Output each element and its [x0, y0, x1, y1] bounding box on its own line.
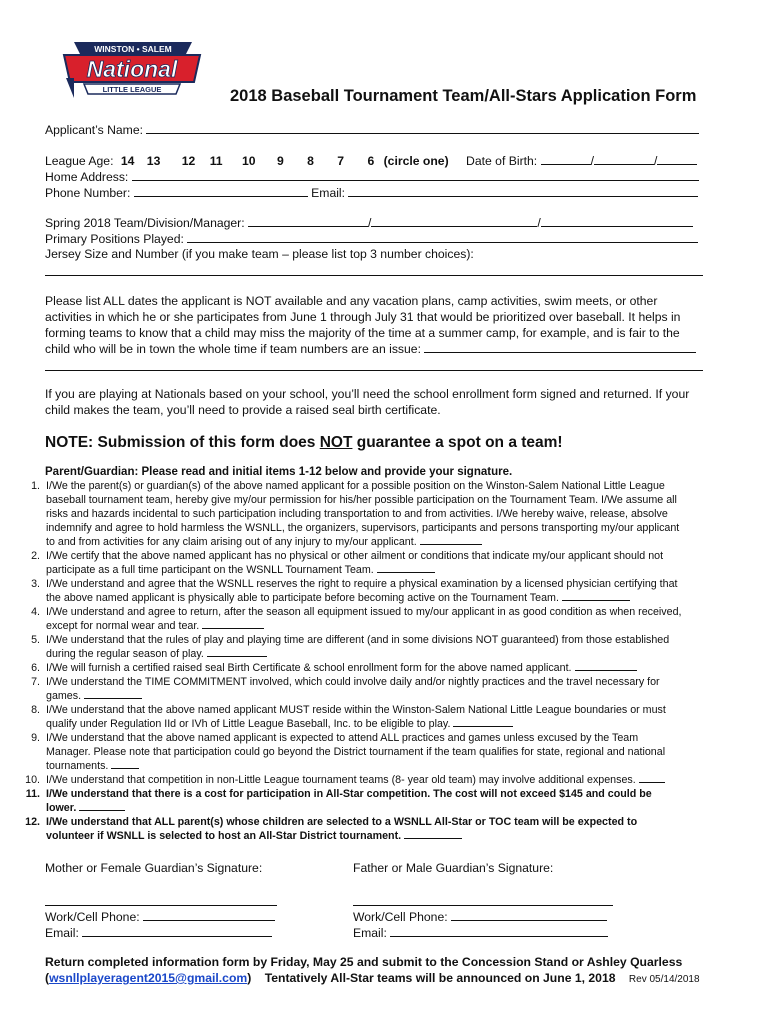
- note-prefix: NOTE: Submission of this form does: [45, 434, 320, 451]
- mother-email-field[interactable]: [82, 925, 272, 937]
- list-item: 8. I/We understand that the above named applicant MUST reside within the Winston-Salem National Little League boundaries or must qualify under Regulation IId or IVh of Little League Baseball, Inc. to be eligible to play.: [0, 703, 718, 731]
- item-number: 11.: [25, 788, 40, 800]
- item-number: 2.: [31, 550, 40, 562]
- list-item: 4. I/We understand and agree to return, after the season all equipment issued to my/our applicant in as good condition as when received, except for normal wear and tear.: [0, 605, 718, 633]
- applicant-name-field[interactable]: [146, 122, 699, 134]
- age-option[interactable]: 11: [209, 154, 223, 168]
- footer-line-1: Return completed information form by Friday, May 25 and submit to the Concession Stand or Ashley Quarless: [45, 955, 683, 969]
- age-option[interactable]: 10: [241, 154, 256, 168]
- father-email-row: [353, 925, 608, 941]
- phone-label: Phone Number:: [45, 186, 131, 200]
- father-signature-field[interactable]: [353, 905, 613, 906]
- availability-line: child who will be in town the whole time if team numbers are an issue:: [45, 342, 421, 356]
- positions-field[interactable]: [187, 231, 698, 243]
- page-title: 2018 Baseball Tournament Team/All-Stars Application Form: [230, 87, 697, 105]
- father-email-label: Email:: [353, 926, 387, 940]
- father-phone-label: Work/Cell Phone:: [353, 910, 448, 924]
- initial-field[interactable]: [420, 535, 482, 545]
- league-age-label: League Age:: [45, 154, 114, 168]
- age-option[interactable]: 7: [337, 154, 345, 168]
- spring-manager-field[interactable]: [541, 215, 693, 227]
- father-signature-label: Father or Male Guardian’s Signature:: [353, 861, 554, 875]
- availability-line: Please list ALL dates the applicant is NOT available and any vacation plans, camp activities, swim meets, or other: [45, 294, 658, 308]
- item-number: 4.: [31, 606, 40, 618]
- parent-heading: Parent/Guardian: Please read and initial items 1-12 below and provide your signature.: [45, 466, 513, 478]
- school-line: child makes the team, you’ll need to provide a raised seal birth certificate.: [45, 403, 441, 417]
- spring-team-row: Spring 2018 Team/Division/Manager: / /: [45, 215, 693, 231]
- phone-field[interactable]: [134, 185, 308, 197]
- dob-year-field[interactable]: [657, 153, 697, 165]
- item-number: 1.: [31, 480, 40, 492]
- footer-line-2: (wsnllplayeragent2015@gmail.com) Tentatively All-Star teams will be announced on June 1, 2018 Rev 05/14/2018: [45, 971, 700, 985]
- item-number: 8.: [31, 704, 40, 716]
- positions-label: Primary Positions Played:: [45, 232, 184, 246]
- list-item: 12. I/We understand that ALL parent(s) whose children are selected to a WSNLL All-Star or TOC team will be expected to volunteer if WSNLL is selected to host an All-Star District tournament.: [0, 815, 718, 843]
- age-option[interactable]: 9: [276, 154, 284, 168]
- mother-phone-field[interactable]: [143, 909, 275, 921]
- age-option[interactable]: 6: [367, 154, 375, 168]
- contact-email-link[interactable]: wsnllplayeragent2015@gmail.com: [49, 971, 248, 985]
- initial-field[interactable]: [404, 829, 462, 839]
- phone-email-row: [45, 185, 698, 201]
- item-number: 7.: [31, 676, 40, 688]
- initial-field[interactable]: [575, 661, 637, 671]
- initial-field[interactable]: [84, 689, 142, 699]
- home-address-row: [45, 169, 699, 185]
- home-address-field[interactable]: [132, 169, 699, 181]
- list-item: 5. I/We understand that the rules of play and playing time are different (and in some divisions NOT guaranteed) from those established during the regular season of play.: [0, 633, 718, 661]
- note-emphasis: NOT: [319, 434, 353, 451]
- positions-row: [45, 231, 698, 247]
- age-option[interactable]: 13: [146, 154, 161, 168]
- age-option[interactable]: 14: [120, 154, 135, 168]
- list-item: 7. I/We understand the TIME COMMITMENT involved, which could involve daily and/or nightly practices and the travel necessary for games.: [0, 675, 718, 703]
- availability-last-row: [45, 341, 696, 357]
- age-option[interactable]: 12: [181, 154, 196, 168]
- home-address-label: Home Address:: [45, 170, 129, 184]
- initial-field[interactable]: [639, 773, 665, 783]
- initial-field[interactable]: [207, 647, 267, 657]
- revision-text: Rev 05/14/2018: [628, 974, 700, 985]
- item-number: 3.: [31, 578, 40, 590]
- spring-team-label: Spring 2018 Team/Division/Manager:: [45, 216, 245, 230]
- initial-field[interactable]: [453, 717, 513, 727]
- mother-phone-row: [45, 909, 275, 925]
- list-item: 2. I/We certify that the above named applicant has no physical or other ailment or conditions that indicate my/our applicant should not participate as a full time participant on the WSNLL Tournament Team.: [0, 549, 718, 577]
- note-heading: [45, 433, 563, 452]
- dob-day-field[interactable]: [594, 153, 654, 165]
- logo-main-text: National: [86, 56, 178, 82]
- mother-phone-label: Work/Cell Phone:: [45, 910, 140, 924]
- initial-field[interactable]: [562, 591, 630, 601]
- list-item: 6. I/We will furnish a certified raised seal Birth Certificate & school enrollment form for the above named applicant.: [0, 661, 718, 675]
- list-item: 9. I/We understand that the above named applicant is expected to attend ALL practices and games unless excused by the Team Manager. Please note that participation could go beyond the District tournament if the team qualifies for state, regional and national tournaments.: [0, 731, 718, 773]
- note-suffix: guarantee a spot on a team!: [352, 434, 563, 451]
- father-phone-row: [353, 909, 607, 925]
- mother-signature-label: Mother or Female Guardian’s Signature:: [45, 861, 263, 875]
- dob-month-field[interactable]: [541, 153, 591, 165]
- initial-field[interactable]: [377, 563, 435, 573]
- school-line: If you are playing at Nationals based on your school, you’ll need the school enrollment form signed and returned. If your: [45, 387, 690, 401]
- email-label: Email:: [311, 186, 346, 200]
- father-phone-field[interactable]: [451, 909, 607, 921]
- jersey-label: Jersey Size and Number (if you make team – please list top 3 number choices):: [45, 247, 474, 261]
- list-item: 11. I/We understand that there is a cost for participation in All-Star competition. The cost will not exceed $145 and could be lower.: [0, 787, 718, 815]
- announcement-text: Tentatively All-Star teams will be announced on June 1, 2018: [264, 971, 616, 985]
- wsnll-logo: [60, 38, 202, 100]
- age-option[interactable]: 8: [307, 154, 314, 168]
- availability-line: activities in which he or she participates from June 1 through July 31 that would be prioritized over baseball. It helps in: [45, 310, 681, 324]
- email-field[interactable]: [348, 185, 698, 197]
- availability-field[interactable]: [424, 341, 696, 353]
- mother-signature-field[interactable]: [45, 905, 277, 906]
- logo-top-text: WINSTON • SALEM: [94, 44, 172, 54]
- dob-label: Date of Birth:: [466, 154, 538, 168]
- list-item: 1. I/We the parent(s) or guardian(s) of the above named applicant for a possible position on the Winston-Salem National Little League baseball tournament team, hereby give my/our permission for his/her possible participation on the Tournament Team. I/We assume all risks and hazards incidental to such participation including transportation to and from activities. I/We hereby waive, release, absolve indemnify and agree to hold harmless the WSNLL, the organizers, supervisors, participants and persons transporting my/our applicant to and from activities for any claim arising out of any injury to my/our applicant.: [0, 479, 718, 549]
- initial-field[interactable]: [202, 619, 264, 629]
- father-email-field[interactable]: [390, 925, 608, 937]
- logo-sub-text: LITTLE LEAGUE: [102, 85, 162, 94]
- item-number: 6.: [31, 662, 40, 674]
- item-number: 12.: [25, 816, 40, 828]
- league-age-row: League Age: 14 13 12 11 10 9 8 7 6 (circle one) Date of Birth: / /: [45, 153, 697, 169]
- circle-one-hint: (circle one): [383, 154, 449, 168]
- availability-extra-field[interactable]: [45, 370, 703, 371]
- list-item: 3. I/We understand and agree that the WSNLL reserves the right to require a physical examination by a licensed physician certifying that the above named applicant is physically able to participate before becoming active on the Tournament Team.: [0, 577, 718, 605]
- list-item: 10. I/We understand that competition in non-Little League tournament teams (8- year old team) may involve additional expenses.: [0, 773, 718, 787]
- initial-field[interactable]: [79, 801, 125, 811]
- terms-list: [0, 479, 770, 843]
- item-number: 9.: [31, 732, 40, 744]
- item-number: 5.: [31, 634, 40, 646]
- applicant-name-row: [45, 122, 699, 138]
- mother-email-label: Email:: [45, 926, 79, 940]
- initial-field[interactable]: [111, 759, 139, 769]
- applicant-name-label: Applicant’s Name:: [45, 123, 143, 137]
- item-number: 10.: [25, 774, 40, 786]
- mother-email-row: [45, 925, 272, 941]
- jersey-field[interactable]: [45, 275, 703, 276]
- spring-team-field[interactable]: [248, 215, 368, 227]
- availability-line: forming teams to know that a child may miss the majority of the time at a summer camp, for example, and is fair to the: [45, 326, 680, 340]
- spring-division-field[interactable]: [371, 215, 537, 227]
